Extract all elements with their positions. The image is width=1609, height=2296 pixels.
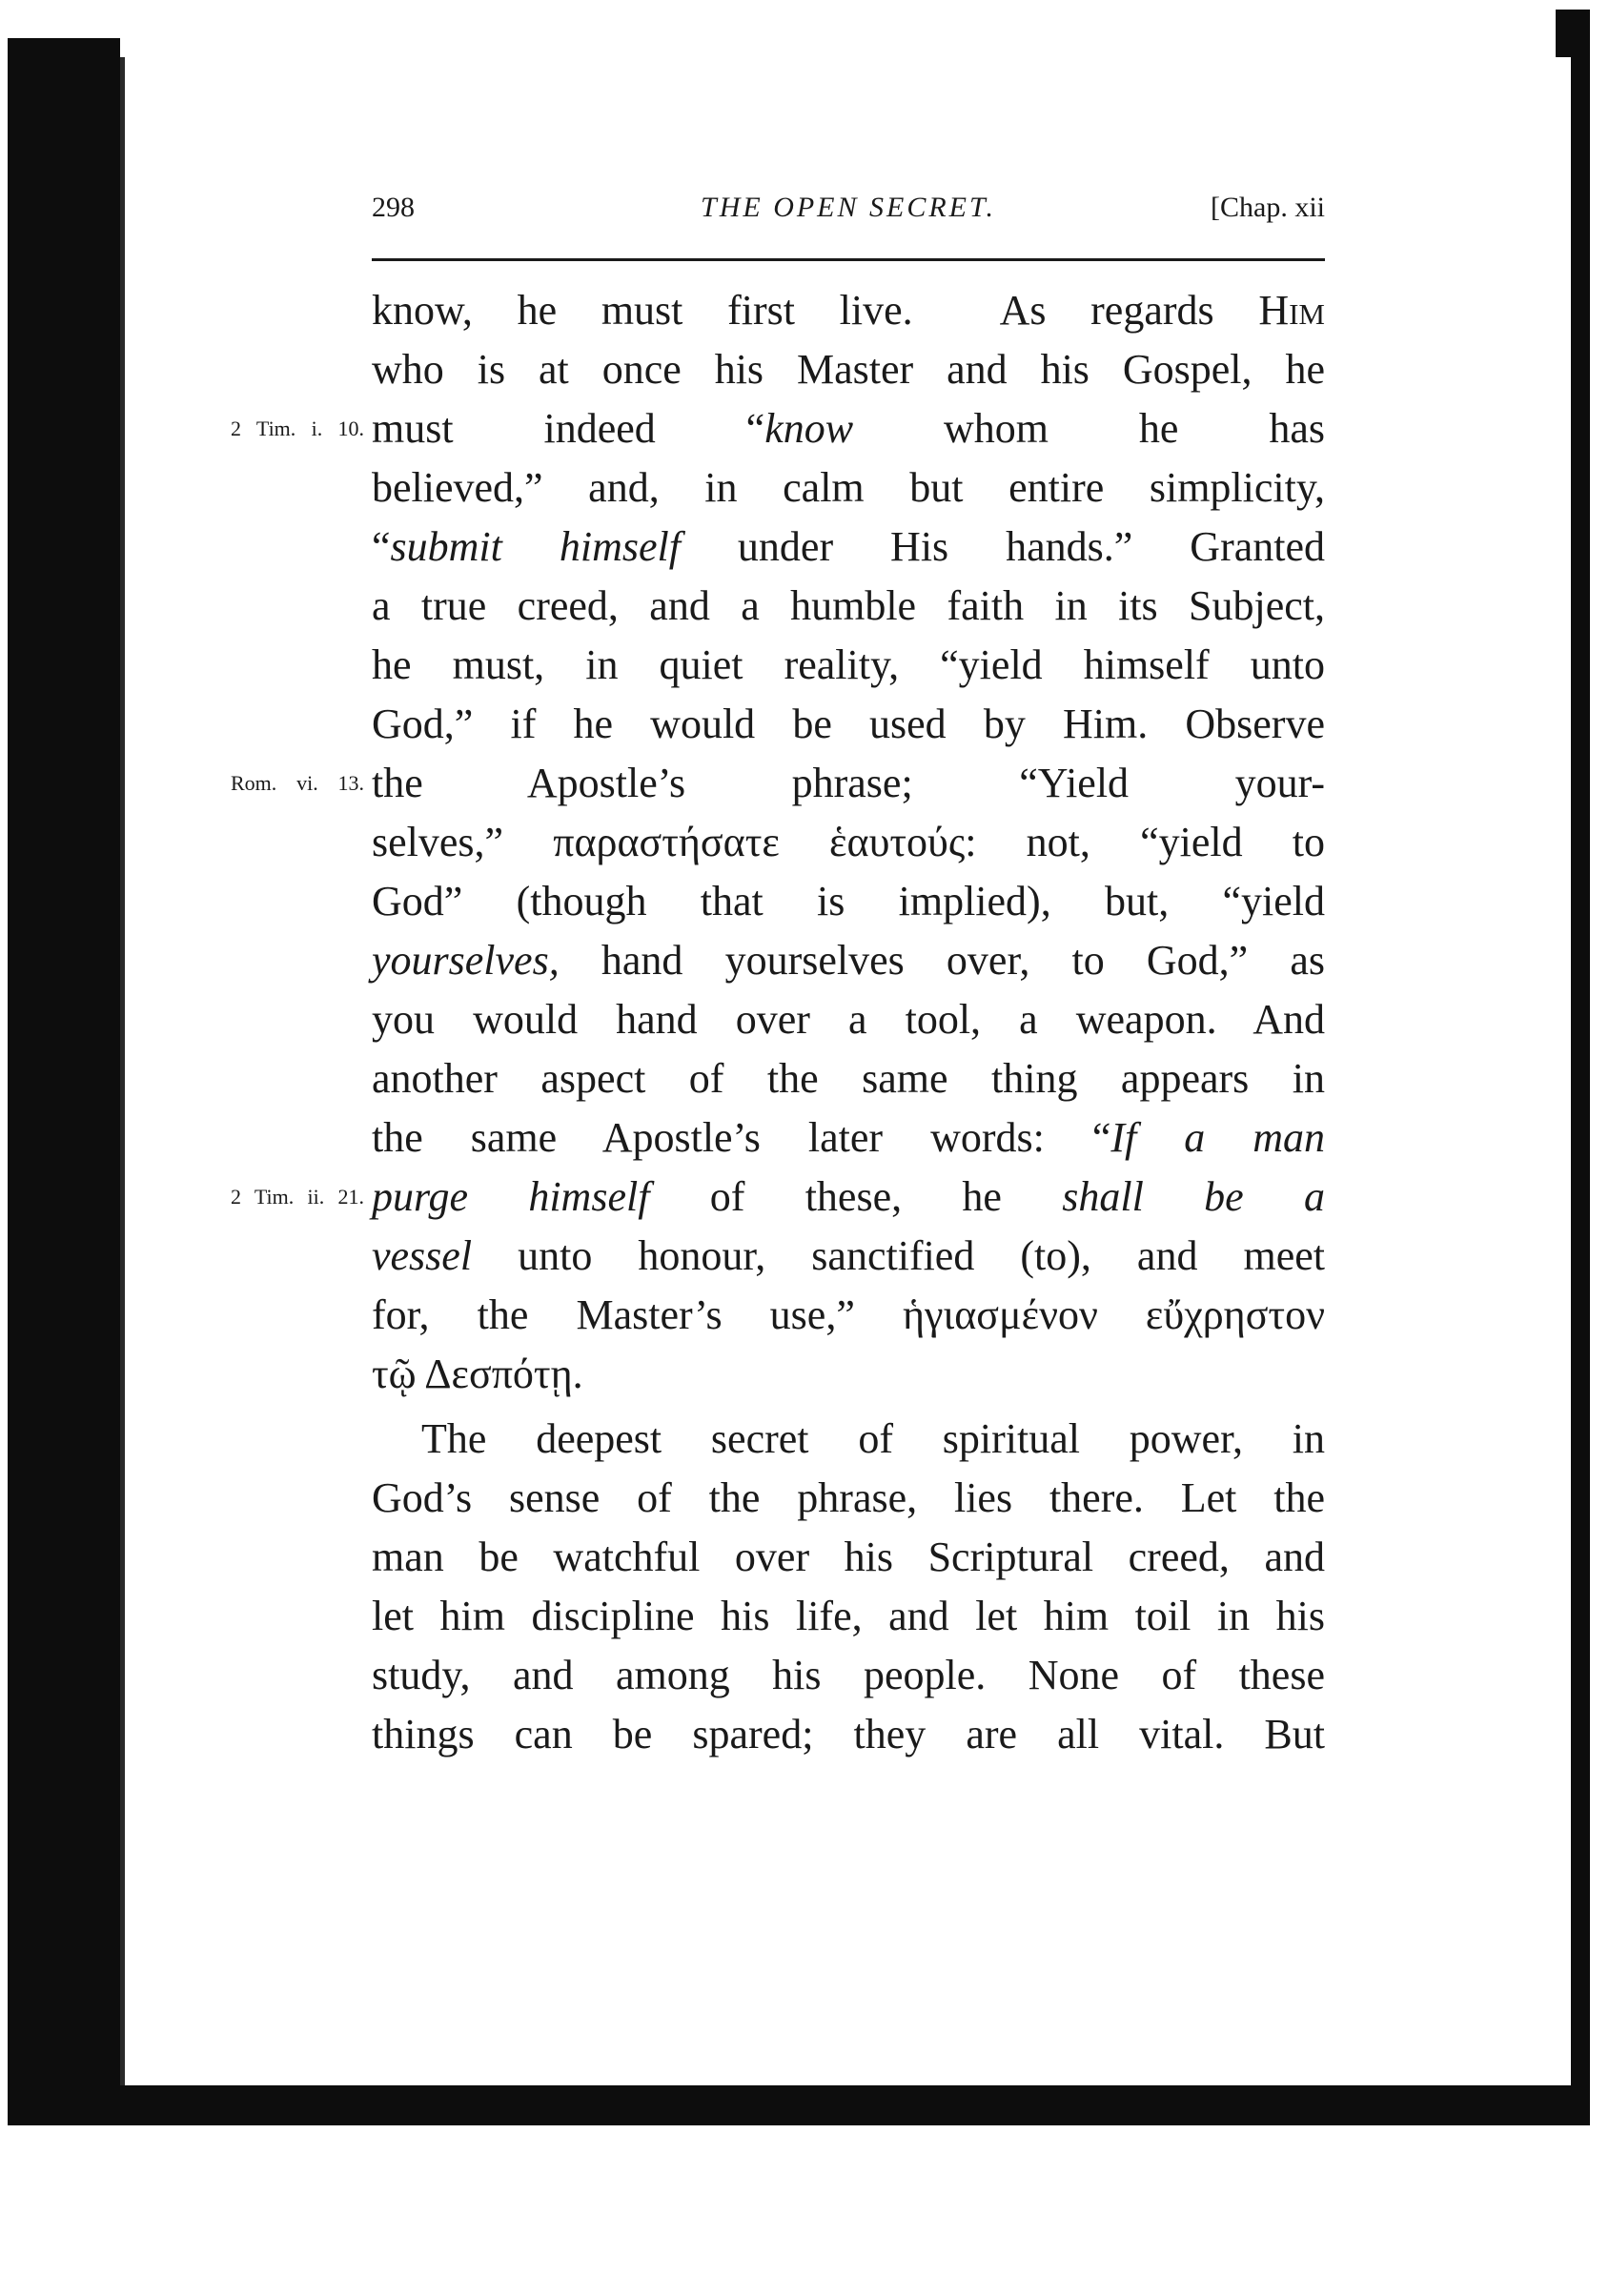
running-title: THE OPEN SECRET. — [701, 192, 996, 223]
text-line: 2 Tim. ii. 21. purge himself of these, he shall be a — [372, 1168, 1325, 1227]
binding-shadow-left-inner — [120, 57, 125, 2116]
text-line: 2 Tim. i. 10. must indeed “know whom he has — [372, 399, 1325, 458]
text-line: “submit himself under His hands.” Granted — [372, 523, 1326, 570]
text-line: Rom. vi. 13. the Apostle’s phrase; “Yield your- — [372, 754, 1325, 813]
paragraph-first-line: The deepest secret of spiritual power, in — [421, 1415, 1325, 1462]
text-line: God” (though that is implied), but, “yield — [372, 878, 1325, 924]
text-line: he must, in quiet reality, “yield himself unto — [372, 641, 1325, 688]
text-line: man be watchful over his Scriptural creed, and — [372, 1534, 1325, 1580]
margin-reference: 2 Tim. i. 10. — [231, 417, 364, 440]
binding-shadow-left — [8, 38, 120, 2125]
page-edge-right-notch — [1556, 10, 1590, 57]
margin-reference: 2 Tim. ii. 21. — [231, 1185, 364, 1209]
page-edge-bottom — [8, 2085, 1590, 2125]
text-line: believed,” and, in calm but entire simplicity, — [372, 464, 1325, 511]
page-edge-right — [1571, 10, 1590, 2125]
running-head — [372, 186, 1325, 234]
text-line: a true creed, and a humble faith in its Subject, — [372, 582, 1325, 629]
text-line: selves,” παραστήσατε ἑαυτούς: not, “yield to — [372, 819, 1325, 865]
text-line: you would hand over a tool, a weapon. And — [372, 996, 1325, 1043]
text-line: vessel unto honour, sanctified (to), and meet — [372, 1232, 1325, 1279]
text-line: yourselves, hand yourselves over, to God,” as — [372, 937, 1325, 984]
header-rule — [372, 258, 1325, 261]
text-line: study, and among his people. None of these — [372, 1652, 1325, 1698]
text-line: things can be spared; they are all vital. But — [372, 1711, 1325, 1758]
text-line: for, the Master’s use,” ἡγιασμένον εὔχρηστον — [372, 1291, 1325, 1338]
text-line: let him discipline his life, and let him toil in his — [372, 1593, 1325, 1639]
text-line: another aspect of the same thing appears in — [372, 1055, 1325, 1102]
text-line: know, he must first live. As regards Him — [372, 287, 1325, 334]
text-line: God,” if he would be used by Him. Observe — [372, 701, 1325, 747]
text-line: τῷ Δεσπότῃ. — [372, 1351, 583, 1397]
page-number: 298 — [372, 192, 415, 223]
text-line: God’s sense of the phrase, lies there. Let the — [372, 1474, 1325, 1521]
chapter-reference: [Chap. xii — [1211, 192, 1325, 223]
body-text — [231, 281, 1326, 1764]
text-line: the same Apostle’s later words: “If a man — [372, 1114, 1326, 1161]
margin-reference: Rom. vi. 13. — [231, 771, 364, 795]
text-line: who is at once his Master and his Gospel, he — [372, 346, 1325, 393]
